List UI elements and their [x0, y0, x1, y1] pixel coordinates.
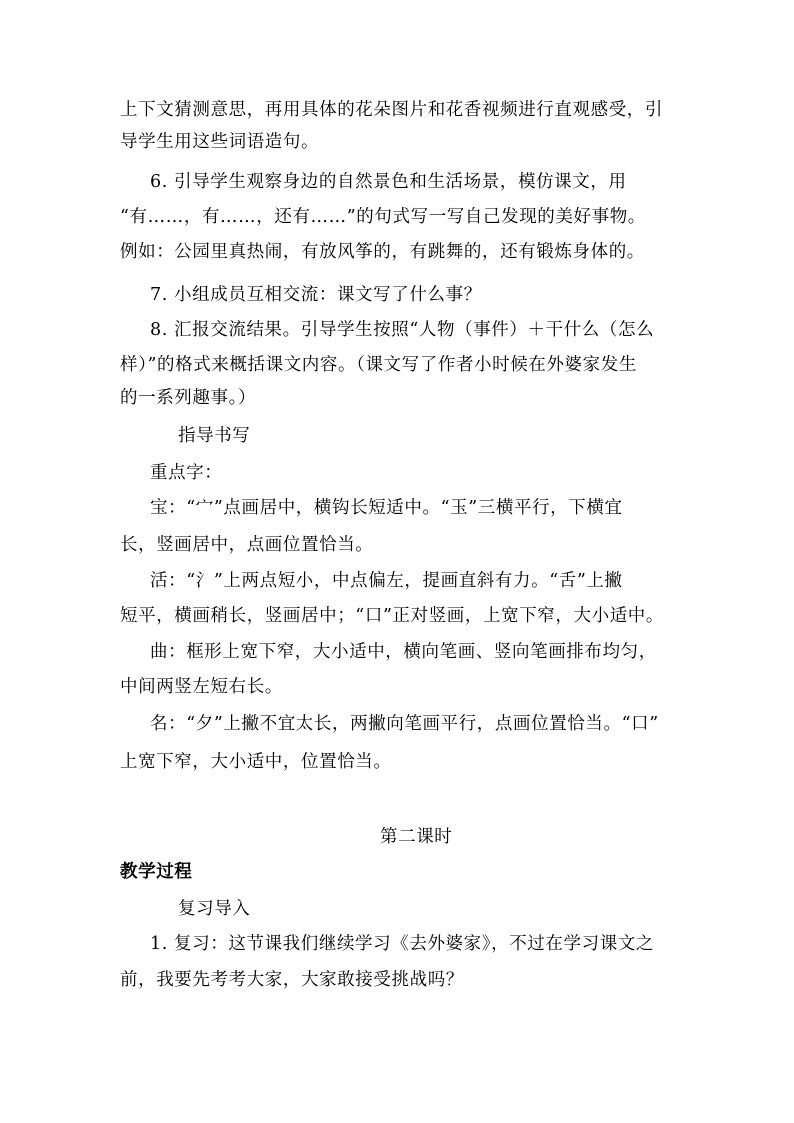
- character-qu-line: 曲：框形上宽下窄，大小适中，横向笔画、竖向笔画排布均匀，: [150, 642, 657, 662]
- key-characters-label: 重点字：: [150, 463, 223, 483]
- section-title: 第二课时: [380, 827, 453, 847]
- review-intro-heading: 复习导入: [178, 899, 251, 919]
- paragraph-line: 样）”的格式来概括课文内容。（课文写了作者小时候在外婆家发生: [120, 355, 637, 375]
- review-step-1-line: 1. 复习：这节课我们继续学习《去外婆家》，不过在学习课文之: [150, 934, 655, 954]
- paragraph-line: 的一系列趣事。）: [120, 388, 257, 408]
- step-6-line: 6. 引导学生观察身边的自然景色和生活场景，模仿课文，用: [150, 172, 627, 192]
- paragraph-line: 中间两竖左短右长。: [120, 677, 283, 697]
- writing-guide-heading: 指导书写: [178, 426, 251, 446]
- paragraph-line: 导学生用这些词语造句。: [120, 132, 320, 152]
- paragraph-line: 上宽下窄，大小适中，位置恰当。: [120, 752, 392, 772]
- teaching-process-heading: 教学过程: [120, 862, 193, 882]
- character-bao-line: 宝：“宀”点画居中，横钩长短适中。“玉”三横平行，下横宜: [150, 498, 623, 518]
- character-ming-line: 名：“夕”上撇不宜太长，两撇向笔画平行，点画位置恰当。“口”: [150, 714, 659, 734]
- step-8-line: 8. 汇报交流结果。引导学生按照“人物（事件）＋干什么（怎么: [150, 320, 655, 340]
- paragraph-line: 上下文猜测意思，再用具体的花朵图片和花香视频进行直观感受，引: [120, 100, 663, 120]
- paragraph-line: “有……，有……，还有……”的句式写一写自己发现的美好事物。: [120, 207, 646, 227]
- paragraph-line: 短平，横画稍长，竖画居中；“口”正对竖画，上宽下窄，大小适中。: [120, 606, 664, 626]
- paragraph-line: 前，我要先考考大家，大家敢接受挑战吗？: [120, 970, 464, 990]
- example-line: 例如：公园里真热闹，有放风筝的，有跳舞的，还有锻炼身体的。: [120, 242, 645, 262]
- character-huo-line: 活：“氵”上两点短小，中点偏左，提画直斜有力。“舌”上撇: [150, 571, 623, 591]
- paragraph-line: 长，竖画居中，点画位置恰当。: [120, 535, 374, 555]
- step-7-line: 7. 小组成员互相交流：课文写了什么事？: [150, 285, 482, 305]
